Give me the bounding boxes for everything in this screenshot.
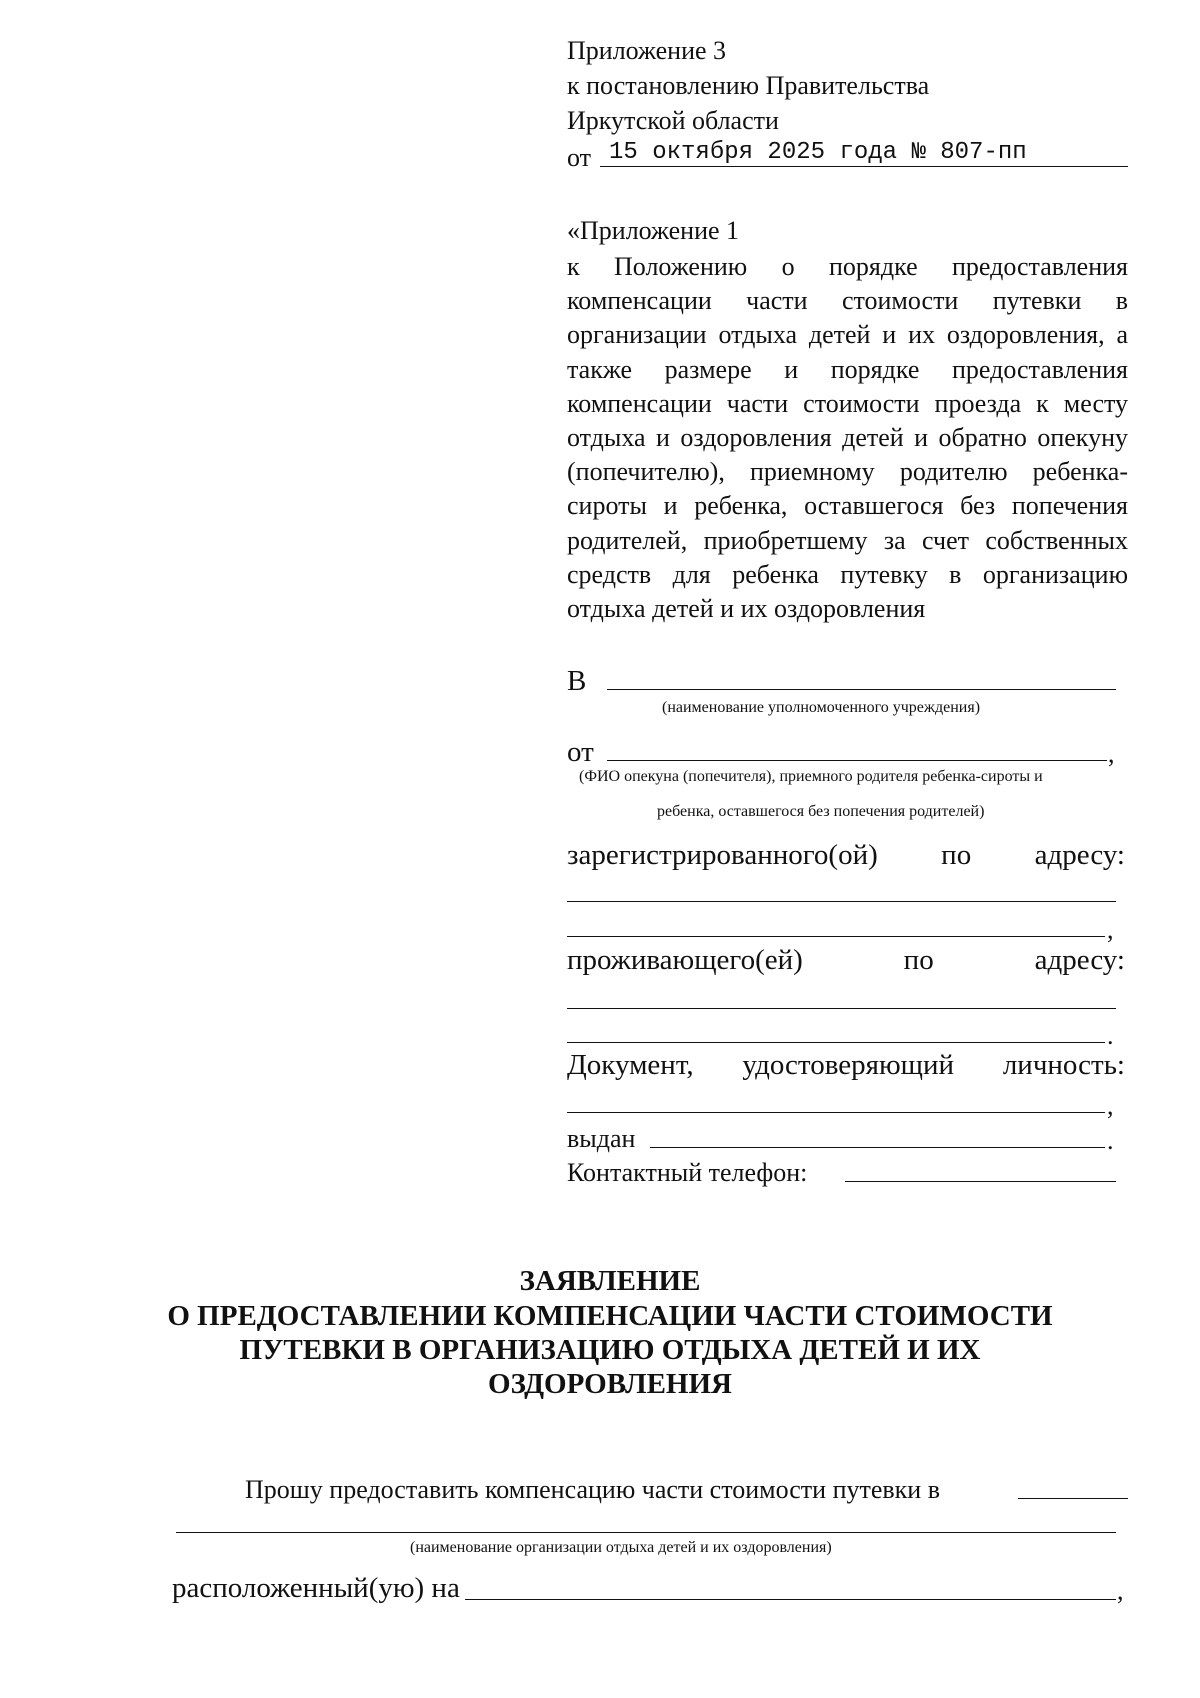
recipient-field[interactable] (607, 689, 1116, 690)
location-field[interactable] (465, 1599, 1116, 1600)
statement-title-3: ПУТЕВКИ В ОРГАНИЗАЦИЮ ОТДЫХА ДЕТЕЙ И ИХ (239, 1334, 981, 1366)
applicant-caption-2: ребенка, оставшегося без попечения родителей) (657, 803, 985, 820)
annex-resolution-line: к постановлению Правительства (567, 71, 930, 100)
applicant-comma: , (1108, 739, 1115, 768)
applicant-field[interactable] (607, 760, 1107, 761)
statement-title-1: ЗАЯВЛЕНИЕ (519, 1265, 701, 1297)
request-text: Прошу предоставить компенсацию части стоимости путевки в (245, 1475, 940, 1504)
applicant-caption-1: (ФИО опекуна (попечителя), приемного родителя ребенка-сироты и (579, 768, 1043, 785)
issued-field[interactable] (650, 1147, 1105, 1148)
phone-label: Контактный телефон: (567, 1158, 808, 1187)
registered-comma: , (1107, 915, 1114, 944)
residence-address-field-1[interactable] (567, 1008, 1116, 1009)
registered-address-field-2[interactable] (567, 936, 1105, 937)
statement-title-2: О ПРЕДОСТАВЛЕНИИ КОМПЕНСАЦИИ ЧАСТИ СТОИМОСТИ (167, 1300, 1053, 1332)
date-underline (600, 166, 1128, 167)
identity-document-comma: , (1107, 1091, 1114, 1120)
annex-description: к Положению о порядке предоставления компенсации части стоимости путевки в организации отдыха детей и их оздоровления, а также размере и порядке предоставления компенсации части стоимости проезда к месту отдыха и оздоровления детей и обратно опекуну (попечителю), приемному родителю ребенка-сироты и ребенка, оставшегося без попечения родителей, приобретшему за счет собственных средств для ребенка путевку в организацию отдыха детей и их оздоровления (567, 252, 1128, 624)
organization-field[interactable] (176, 1532, 1116, 1533)
issued-label: выдан (567, 1124, 636, 1153)
issued-period: . (1107, 1126, 1114, 1155)
location-comma: , (1117, 1576, 1124, 1605)
phone-field[interactable] (845, 1181, 1116, 1182)
residence-address-field-2[interactable] (567, 1042, 1105, 1043)
annex-title: «Приложение 1 (567, 216, 740, 245)
date-prefix: от (567, 143, 592, 172)
residence-address-label: проживающего(ей) по адресу: (567, 944, 1125, 976)
identity-document-label: Документ, удостоверяющий личность: (567, 1049, 1125, 1081)
applicant-label: от (567, 736, 594, 768)
location-label: расположенный(ую) на (172, 1572, 460, 1604)
identity-document-field[interactable] (567, 1112, 1105, 1113)
organization-field-start[interactable] (1018, 1498, 1128, 1499)
resolution-date: 15 октября 2025 года № 807-пп (609, 139, 1027, 166)
recipient-caption: (наименование уполномоченного учреждения) (662, 699, 981, 716)
residence-period: . (1107, 1021, 1114, 1050)
annex-region-line: Иркутской области (567, 106, 779, 135)
registered-address-label: зарегистрированного(ой) по адресу: (567, 839, 1125, 871)
annex-number: Приложение 3 (567, 36, 727, 65)
recipient-label: В (567, 665, 587, 697)
statement-title-4: ОЗДОРОВЛЕНИЯ (488, 1368, 732, 1400)
registered-address-field-1[interactable] (567, 901, 1116, 902)
organization-caption: (наименование организации отдыха детей и их оздоровления) (410, 1539, 832, 1556)
